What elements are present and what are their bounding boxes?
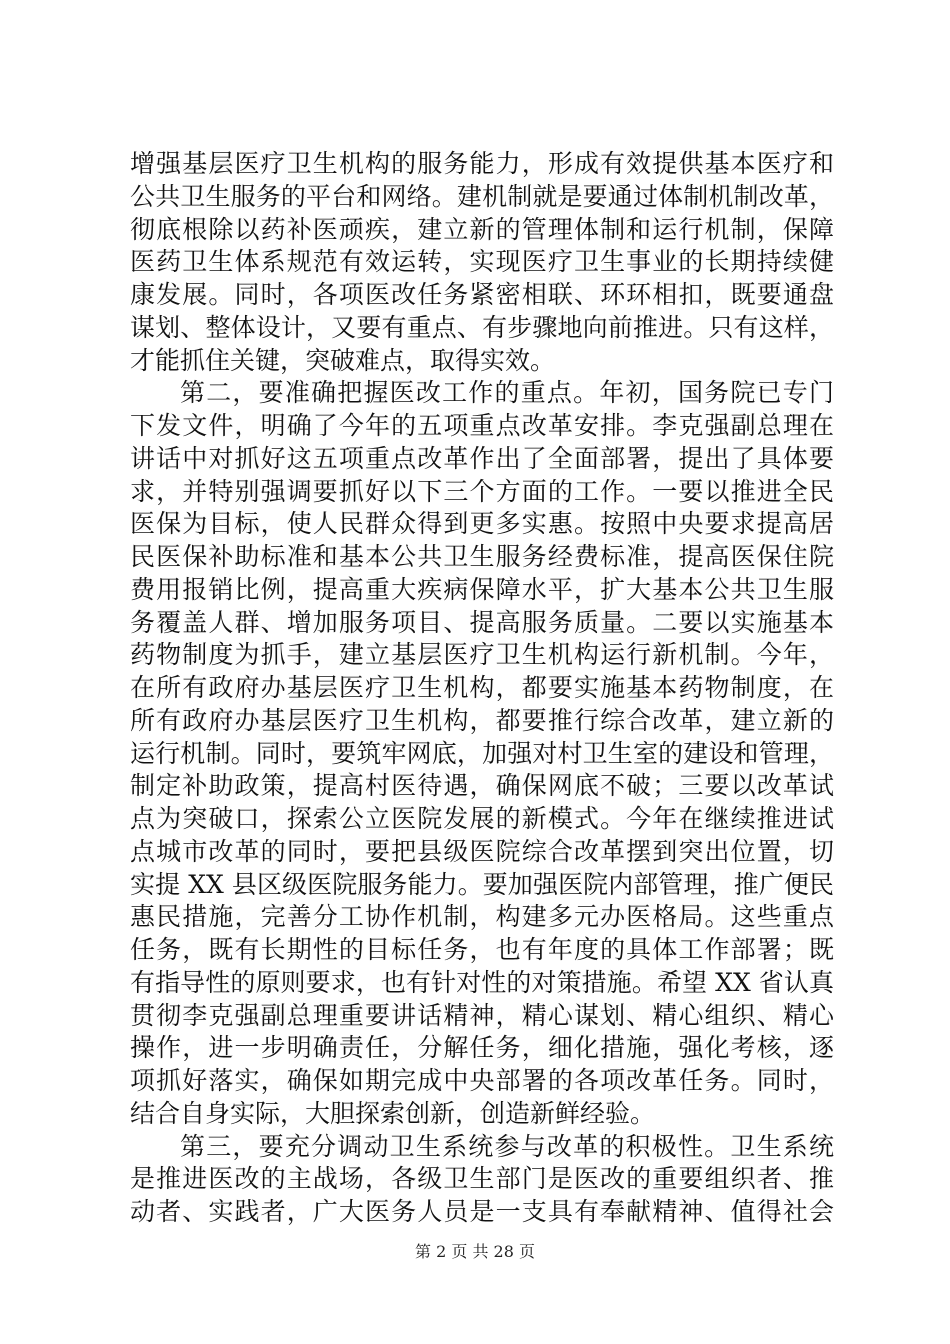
text-line: 贯彻李克强副总理重要讲话精神，精心谋划、精心组织、精心 <box>130 1000 834 1030</box>
text-line: 实提 XX 县区级医院服务能力。要加强医院内部管理，推广便民 <box>130 869 834 899</box>
text-line: 点城市改革的同时，要把县级医院综合改革摆到突出位置，切 <box>130 836 834 866</box>
text-line: 费用报销比例，提高重大疾病保障水平，扩大基本公共卫生服 <box>130 574 834 604</box>
text-line: 谋划、整体设计，又要有重点、有步骤地向前推进。只有这样， <box>130 312 834 342</box>
text-line: 讲话中对抓好这五项重点改革作出了全面部署，提出了具体要 <box>130 443 834 473</box>
text-line: 是推进医改的主战场，各级卫生部门是医改的重要组织者、推 <box>130 1164 834 1194</box>
text-line: 项抓好落实，确保如期完成中央部署的各项改革任务。同时， <box>130 1066 834 1095</box>
text-line: 务覆盖人群、增加服务项目、提高服务质量。二要以实施基本 <box>130 607 834 637</box>
text-line: 动者、实践者，广大医务人员是一支具有奉献精神、值得社会 <box>130 1197 834 1226</box>
text-line: 操作，进一步明确责任，分解任务，细化措施，强化考核，逐 <box>130 1033 834 1063</box>
text-line: 民医保补助标准和基本公共卫生服务经费标准，提高医保住院 <box>130 542 834 571</box>
text-line: 任务，既有长期性的目标任务，也有年度的具体工作部署；既 <box>130 935 834 964</box>
text-line: 制定补助政策，提高村医待遇，确保网底不破；三要以改革试 <box>130 771 834 801</box>
text-line: 第二，要准确把握医改工作的重点。年初，国务院已专门 <box>180 378 834 408</box>
text-line: 康发展。同时，各项医改任务紧密相联、环环相扣，既要通盘 <box>130 280 834 309</box>
text-line: 药物制度为抓手，建立基层医疗卫生机构运行新机制。今年， <box>130 640 834 670</box>
text-line: 点为突破口，探索公立医院发展的新模式。今年在继续推进试 <box>130 804 834 833</box>
text-line: 求，并特别强调要抓好以下三个方面的工作。一要以推进全民 <box>130 476 834 506</box>
text-line: 运行机制。同时，要筑牢网底，加强对村卫生室的建设和管理， <box>130 738 834 768</box>
text-line: 公共卫生服务的平台和网络。建机制就是要通过体制机制改革， <box>130 181 834 211</box>
body-text <box>130 148 834 1229</box>
text-line: 惠民措施，完善分工协作机制，构建多元办医格局。这些重点 <box>130 902 834 932</box>
text-line: 下发文件，明确了今年的五项重点改革安排。李克强副总理在 <box>130 411 834 440</box>
text-line: 医保为目标，使人民群众得到更多实惠。按照中央要求提高居 <box>130 509 834 539</box>
text-line: 增强基层医疗卫生机构的服务能力，形成有效提供基本医疗和 <box>130 149 834 178</box>
text-line: 才能抓住关键，突破难点，取得实效。 <box>130 345 556 375</box>
text-line: 结合自身实际，大胆探索创新，创造新鲜经验。 <box>130 1098 656 1128</box>
text-line: 医药卫生体系规范有效运转，实现医疗卫生事业的长期持续健 <box>130 247 834 277</box>
text-line: 有指导性的原则要求，也有针对性的对策措施。希望 XX 省认真 <box>130 967 834 997</box>
text-line: 所有政府办基层医疗卫生机构，都要推行综合改革，建立新的 <box>130 705 834 735</box>
page-footer: 第 2 页 共 28 页 <box>415 1242 535 1261</box>
text-line: 彻底根除以药补医顽疾，建立新的管理体制和运行机制，保障 <box>130 214 834 244</box>
text-line: 在所有政府办基层医疗卫生机构，都要实施基本药物制度，在 <box>130 673 834 702</box>
text-line: 第三，要充分调动卫生系统参与改革的积极性。卫生系统 <box>180 1131 834 1161</box>
